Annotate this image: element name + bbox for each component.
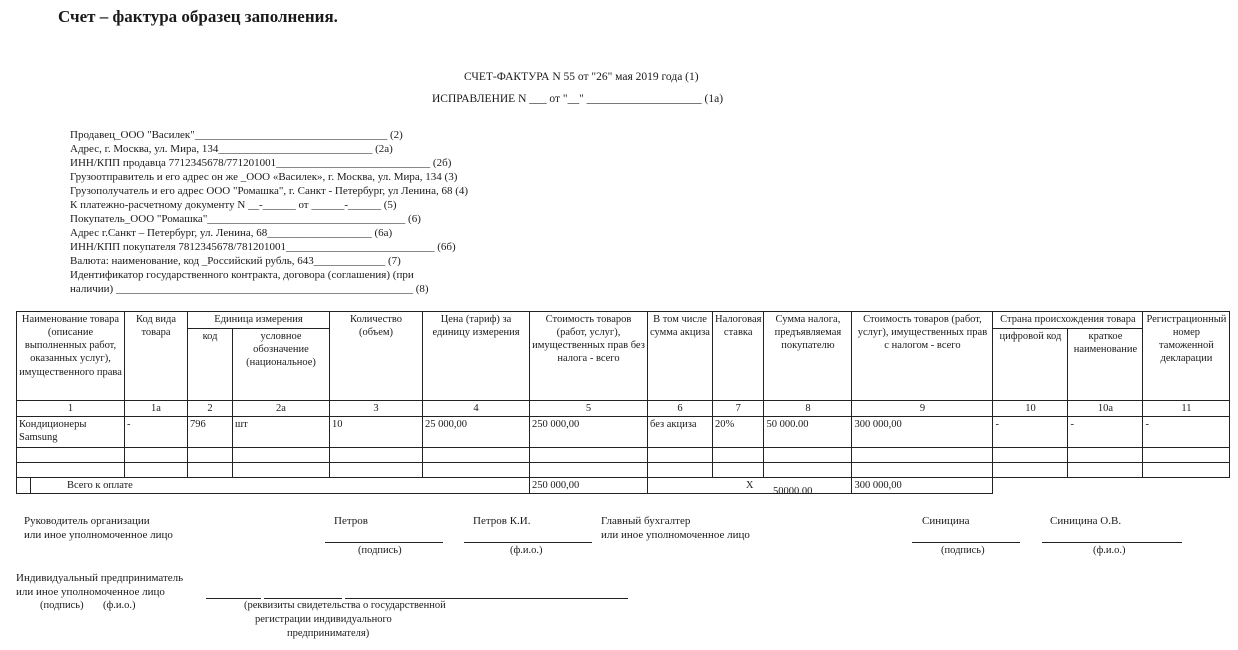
table-row xyxy=(17,417,1230,448)
invoice-table xyxy=(16,311,1230,494)
col-header-cost-with-tax: Стоимость товаров (работ, услуг), имущественных прав с налогом - всего xyxy=(852,312,993,401)
cell-tax-sum: 50 000.00 xyxy=(764,417,852,448)
col-number: 11 xyxy=(1143,401,1230,417)
cell-qty: 10 xyxy=(330,417,423,448)
field-seller-inn: ИНН/КПП продавца 7712345678/771201001____________________________ (2б) xyxy=(70,157,452,169)
col-header-unit-name: условное обозначение (национальное) xyxy=(233,329,330,401)
cell-customs: - xyxy=(1143,417,1230,448)
cell-cost-no-tax: 250 000,00 xyxy=(530,417,648,448)
field-buyer-address: Адрес г.Санкт – Петербург, ул. Ленина, 68___________________ (6а) xyxy=(70,227,393,239)
field-payment-doc: К платежно-расчетному документу N __-______ от ______-______ (5) xyxy=(70,199,397,211)
total-label: Всего к оплате xyxy=(31,478,530,494)
field-seller: Продавец_ООО "Василек"___________________________________ (2) xyxy=(70,129,403,141)
cell-country-code: - xyxy=(993,417,1068,448)
ip-sign-line xyxy=(206,598,261,599)
correction-header-line: ИСПРАВЛЕНИЕ N ___ от "__" ____________________ (1а) xyxy=(432,93,724,105)
col-header-customs: Регистрационный номер таможенной декларации xyxy=(1143,312,1230,401)
field-currency: Валюта: наименование, код _Российский рубль, 643_____________ (7) xyxy=(70,255,401,267)
field-consignee: Грузополучатель и его адрес ООО "Ромашка", г. Санкт - Петербург, ул Ленина, 68 (4) xyxy=(70,185,469,197)
head-sign-line xyxy=(325,542,443,543)
head-sign-caption: (подпись) xyxy=(358,545,402,556)
ip-label: Индивидуальный предприниматель xyxy=(16,572,184,584)
col-number: 7 xyxy=(713,401,764,417)
cell-type-code: - xyxy=(125,417,188,448)
col-number: 9 xyxy=(852,401,993,417)
col-header-type-code: Код вида товара xyxy=(125,312,188,401)
head-label-2: или иное уполномоченное лицо xyxy=(24,529,173,541)
accountant-label-2: или иное уполномоченное лицо xyxy=(601,529,750,541)
total-cost-no-tax: 250 000,00 xyxy=(530,478,648,494)
head-name-caption: (ф.и.о.) xyxy=(510,545,543,556)
col-number: 6 xyxy=(648,401,713,417)
invoice-header-line: СЧЕТ-ФАКТУРА N 55 от "26" мая 2019 года (1) xyxy=(464,71,699,83)
ip-name-caption: (ф.и.о.) xyxy=(103,600,136,611)
page-title: Счет – фактура образец заполнения. xyxy=(58,7,338,26)
ip-reg-caption-3: предпринимателя) xyxy=(287,628,370,639)
col-header-cost-no-tax: Стоимость товаров (работ, услуг), имущественных прав без налога - всего xyxy=(530,312,648,401)
ip-sign-caption: (подпись) xyxy=(40,600,84,611)
cell-cost-with-tax: 300 000,00 xyxy=(852,417,993,448)
col-header-qty: Количество (объем) xyxy=(330,312,423,401)
field-buyer-inn: ИНН/КПП покупателя 7812345678/781201001___________________________ (6б) xyxy=(70,241,456,253)
ip-name-line xyxy=(264,598,342,599)
col-number: 1 xyxy=(17,401,125,417)
col-header-excise: В том числе сумма акциза xyxy=(648,312,713,401)
col-header-tax-sum: Сумма налога, предъявляемая покупателю xyxy=(764,312,852,401)
col-header-country-name: краткое наименование xyxy=(1068,329,1143,401)
field-buyer: Покупатель_ООО "Ромашка"____________________________________ (6) xyxy=(70,213,421,225)
col-number: 5 xyxy=(530,401,648,417)
cell-unit-name: шт xyxy=(233,417,330,448)
col-header-price: Цена (тариф) за единицу измерения xyxy=(423,312,530,401)
head-name-line xyxy=(464,542,592,543)
accountant-signature: Синицина xyxy=(922,515,970,527)
ip-reg-caption-1: (реквизиты свидетельства о государственной xyxy=(244,600,446,611)
cell-unit-code: 796 xyxy=(188,417,233,448)
col-header-country: Страна происхождения товара xyxy=(993,312,1143,329)
accountant-sign-line xyxy=(912,542,1020,543)
col-number: 1а xyxy=(125,401,188,417)
cell-name: Кондиционеры Samsung xyxy=(17,417,125,448)
table-empty-row xyxy=(17,463,1230,478)
cell-price: 25 000,00 xyxy=(423,417,530,448)
head-signature: Петров xyxy=(334,515,368,527)
cell-country-name: - xyxy=(1068,417,1143,448)
table-total-row xyxy=(17,478,1230,494)
accountant-label: Главный бухгалтер xyxy=(601,515,691,527)
col-number: 10 xyxy=(993,401,1068,417)
col-number: 3 xyxy=(330,401,423,417)
field-shipper: Грузоотправитель и его адрес он же _ООО «Василек», г. Москва, ул. Мира, 134 (3) xyxy=(70,171,458,183)
ip-reg-line xyxy=(345,598,628,599)
cell-excise: без акциза xyxy=(648,417,713,448)
table-header-row xyxy=(17,312,1230,329)
col-header-name: Наименование товара (описание выполненных работ, оказанных услуг), имущественного права xyxy=(17,312,125,401)
total-cost-with-tax: 300 000,00 xyxy=(852,478,993,494)
col-number: 2а xyxy=(233,401,330,417)
accountant-name-caption: (ф.и.о.) xyxy=(1093,545,1126,556)
col-header-tax-rate: Налоговая ставка xyxy=(713,312,764,401)
col-number: 10а xyxy=(1068,401,1143,417)
field-contract-id: Идентификатор государственного контракта, договора (соглашения) (при xyxy=(70,269,414,281)
col-header-country-code: цифровой код xyxy=(993,329,1068,401)
field-seller-address: Адрес, г. Москва, ул. Мира, 134____________________________ (2а) xyxy=(70,143,393,155)
accountant-sign-caption: (подпись) xyxy=(941,545,985,556)
cell-tax-rate: 20% xyxy=(713,417,764,448)
col-number: 4 xyxy=(423,401,530,417)
accountant-name: Синицина О.В. xyxy=(1050,515,1122,527)
accountant-name-line xyxy=(1042,542,1182,543)
table-empty-row xyxy=(17,448,1230,463)
ip-label-2: или иное уполномоченное лицо xyxy=(16,586,165,598)
total-tax-sum: 50000.00 xyxy=(773,486,813,497)
col-header-unit-code: код xyxy=(188,329,233,401)
col-number: 2 xyxy=(188,401,233,417)
col-header-unit: Единица измерения xyxy=(188,312,330,329)
head-label: Руководитель организации xyxy=(24,515,150,527)
total-excise: Х xyxy=(648,478,852,494)
col-number: 8 xyxy=(764,401,852,417)
table-number-row xyxy=(17,401,1230,417)
head-name: Петров К.И. xyxy=(473,515,531,527)
field-contract-id-cont: наличии) ______________________________________________________ (8) xyxy=(70,283,429,295)
ip-reg-caption-2: регистрации индивидуального xyxy=(255,614,392,625)
